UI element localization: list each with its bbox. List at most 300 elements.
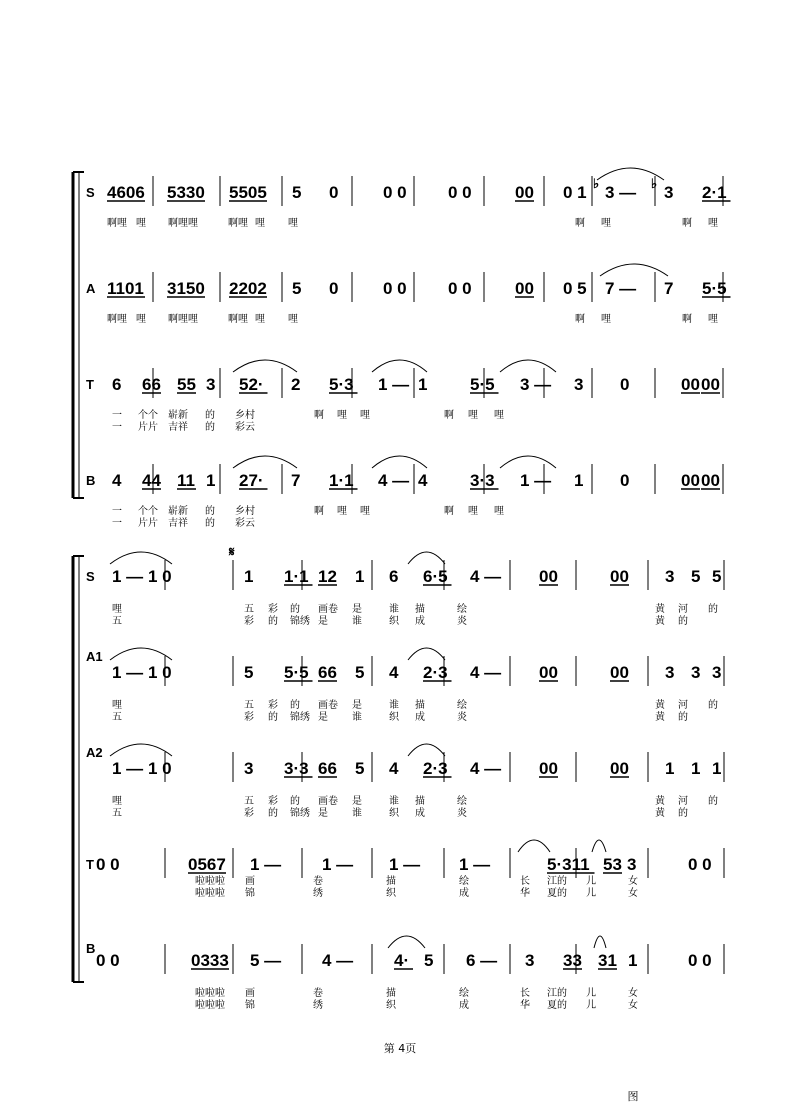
slur bbox=[500, 360, 556, 372]
lyric-word: 哩 bbox=[494, 506, 504, 517]
note: 5·5 bbox=[470, 375, 495, 394]
note: 52· bbox=[239, 375, 264, 394]
lyric-word: 谁 bbox=[352, 712, 362, 723]
lyric-word: 谁 bbox=[389, 796, 399, 807]
note: 0 0 bbox=[383, 279, 407, 298]
lyric-word: 乡村 bbox=[235, 410, 255, 421]
lyric-word: 彩 bbox=[268, 700, 278, 711]
lyric-word: 的 bbox=[205, 518, 215, 529]
part-label: A2 bbox=[86, 745, 103, 760]
lyric-word: 的 bbox=[708, 796, 718, 807]
note: 7 bbox=[291, 471, 301, 490]
lyric-word: 女 bbox=[628, 876, 638, 887]
lyric-word: 是 bbox=[318, 712, 328, 723]
lyric-word: 河 bbox=[678, 700, 688, 711]
slur bbox=[110, 648, 172, 660]
note: 1 bbox=[712, 759, 722, 778]
lyric-word: 锦 bbox=[245, 1000, 255, 1011]
lyric-word: 的 bbox=[268, 808, 278, 819]
note: 0 bbox=[620, 471, 630, 490]
slur bbox=[388, 936, 425, 948]
lyric-word: 啊 bbox=[444, 410, 454, 421]
lyric-word: 江的 bbox=[547, 876, 567, 887]
note: 3 bbox=[244, 759, 254, 778]
slur bbox=[408, 552, 445, 564]
lyric-word: 啦啦啦 bbox=[195, 888, 225, 899]
note: 1·1 bbox=[284, 567, 309, 586]
staff-b bbox=[86, 941, 712, 1011]
note: 0 0 bbox=[688, 855, 712, 874]
note: 0567 bbox=[188, 855, 226, 874]
lyric-word: 炎 bbox=[457, 712, 467, 723]
lyric-word: 啊哩哩 bbox=[168, 218, 198, 229]
note: 6 bbox=[389, 567, 399, 586]
note: 12 bbox=[318, 567, 337, 586]
note: 1 — bbox=[112, 567, 144, 586]
staff-t bbox=[86, 375, 720, 433]
lyric-word: 成 bbox=[459, 1000, 469, 1011]
segno-sign: 𝄋 bbox=[229, 544, 235, 559]
lyric-word: 啊哩 bbox=[107, 218, 127, 229]
lyric-word: 一 bbox=[112, 518, 122, 529]
note: 1 0 bbox=[148, 567, 172, 586]
lyric-word: 彩 bbox=[268, 796, 278, 807]
lyric-word: 华 bbox=[520, 1000, 530, 1011]
lyric-word: 彩 bbox=[244, 712, 254, 723]
lyric-word: 哩 bbox=[337, 410, 347, 421]
note: 66 bbox=[318, 663, 337, 682]
lyric-word: 织 bbox=[389, 808, 399, 819]
lyric-word: 哩 bbox=[708, 314, 718, 325]
slur bbox=[233, 456, 297, 468]
note: 6·5 bbox=[423, 567, 448, 586]
note: 3 bbox=[206, 375, 216, 394]
note: 5505 bbox=[229, 183, 267, 202]
note: 00 bbox=[681, 471, 700, 490]
lyric-word: 卷 bbox=[313, 876, 323, 887]
slur bbox=[110, 744, 172, 756]
lyric-word: 谁 bbox=[389, 700, 399, 711]
note: 0 1 bbox=[563, 183, 587, 202]
lyric-word: 炎 bbox=[457, 808, 467, 819]
note: 1 — bbox=[250, 855, 282, 874]
staff-t bbox=[86, 855, 712, 899]
lyric-word: 的 bbox=[290, 700, 300, 711]
note: 3 bbox=[574, 375, 584, 394]
note: 44 bbox=[142, 471, 161, 490]
lyric-word: 河 bbox=[678, 796, 688, 807]
note: 1 bbox=[628, 951, 638, 970]
lyric-word: 织 bbox=[386, 888, 396, 899]
lyric-word: 的 bbox=[678, 616, 688, 627]
lyric-word: 谁 bbox=[389, 604, 399, 615]
note: 00 bbox=[681, 375, 700, 394]
note: 7 bbox=[664, 279, 674, 298]
lyric-word: 哩 bbox=[112, 796, 122, 807]
lyric-word: 的 bbox=[205, 410, 215, 421]
note: 4 — bbox=[470, 567, 502, 586]
note: 1101 bbox=[107, 279, 144, 298]
note: 1 bbox=[574, 471, 584, 490]
note: 3 bbox=[665, 567, 675, 586]
note: 0 0 bbox=[448, 279, 472, 298]
lyric-word: 的 bbox=[290, 796, 300, 807]
lyric-word: 哩 bbox=[708, 218, 718, 229]
staff-s bbox=[86, 567, 721, 627]
note: 7 — bbox=[605, 279, 637, 298]
lyric-word: 画 bbox=[245, 988, 255, 999]
note: 3 — bbox=[605, 183, 637, 202]
lyric-word: 五 bbox=[112, 712, 122, 723]
note: 4606 bbox=[107, 183, 145, 202]
lyric-word: 哩 bbox=[288, 314, 298, 325]
lyric-word: 华 bbox=[520, 888, 530, 899]
staff-a bbox=[86, 279, 731, 325]
note: 5·5 bbox=[702, 279, 727, 298]
staff-s bbox=[86, 176, 731, 229]
note: 4 — bbox=[378, 471, 410, 490]
note: 00 bbox=[610, 759, 629, 778]
note: 33 bbox=[563, 951, 582, 970]
lyric-word: 女 bbox=[628, 988, 638, 999]
note: 5 bbox=[292, 183, 302, 202]
note: 0 5 bbox=[563, 279, 587, 298]
lyric-word: 啊 bbox=[444, 506, 454, 517]
lyric-word: 哩 bbox=[601, 218, 611, 229]
lyric-word: 的 bbox=[678, 808, 688, 819]
part-label: B bbox=[86, 941, 96, 956]
lyric-word: 绘 bbox=[459, 876, 469, 887]
lyric-word: 吉祥 bbox=[168, 422, 188, 433]
lyric-word: 哩 bbox=[112, 700, 122, 711]
lyric-word: 片片 bbox=[138, 518, 158, 529]
lyric-word: 的 bbox=[678, 712, 688, 723]
note: 4 — bbox=[470, 663, 502, 682]
lyric-word: 画卷 bbox=[318, 604, 338, 615]
lyric-word: 卷 bbox=[313, 988, 323, 999]
lyric-word: 锦绣 bbox=[290, 712, 310, 723]
note: 00 bbox=[701, 471, 720, 490]
lyric-word: 崭新 bbox=[168, 506, 188, 517]
lyric-word: 儿 bbox=[586, 1000, 596, 1011]
slur bbox=[372, 456, 427, 468]
lyric-word: 描 bbox=[415, 700, 425, 711]
note: 5 bbox=[355, 663, 365, 682]
lyric-word: 彩 bbox=[268, 604, 278, 615]
note: 3 bbox=[525, 951, 535, 970]
lyric-word: 彩云 bbox=[235, 422, 255, 433]
lyric-word: 啊 bbox=[314, 506, 324, 517]
note: 1 — bbox=[112, 663, 144, 682]
lyric-word: 哩 bbox=[136, 218, 146, 229]
lyric-word: 啊 bbox=[575, 218, 585, 229]
note: 1 bbox=[206, 471, 216, 490]
lyric-word: 绣 bbox=[313, 1000, 323, 1011]
lyric-word: 哩 bbox=[112, 604, 122, 615]
note: 1 0 bbox=[148, 663, 172, 682]
lyric-word: 夏的 bbox=[547, 888, 567, 899]
lyric-word: 彩云 bbox=[235, 518, 255, 529]
slur bbox=[594, 936, 606, 948]
note: 2·3 bbox=[423, 663, 448, 682]
corner-mark: 图 bbox=[627, 1090, 639, 1103]
lyric-word: 五 bbox=[112, 808, 122, 819]
lyric-word: 描 bbox=[415, 796, 425, 807]
lyric-word: 描 bbox=[386, 988, 396, 999]
lyric-word: 五 bbox=[112, 616, 122, 627]
note: 1 bbox=[418, 375, 428, 394]
note: 1 — bbox=[389, 855, 421, 874]
lyric-word: 哩 bbox=[494, 410, 504, 421]
lyric-word: 哩 bbox=[360, 410, 370, 421]
lyric-word: 河 bbox=[678, 604, 688, 615]
lyric-word: 一 bbox=[112, 410, 122, 421]
note: 66 bbox=[142, 375, 161, 394]
slur bbox=[592, 840, 606, 852]
note: 00 bbox=[539, 663, 558, 682]
note: 3·3 bbox=[470, 471, 495, 490]
slur bbox=[233, 360, 297, 372]
note: 11 bbox=[177, 471, 195, 490]
lyric-word: 成 bbox=[415, 712, 425, 723]
note: 4 — bbox=[322, 951, 354, 970]
note: 27· bbox=[239, 471, 264, 490]
lyric-word: 黄 bbox=[655, 808, 665, 819]
part-label: A1 bbox=[86, 649, 103, 664]
note: 53 bbox=[603, 855, 622, 874]
staff-b bbox=[86, 471, 720, 529]
lyric-word: 啦啦啦 bbox=[195, 876, 225, 887]
slur bbox=[372, 360, 427, 372]
lyric-word: 江的 bbox=[547, 988, 567, 999]
lyric-word: 锦 bbox=[245, 888, 255, 899]
lyric-word: 是 bbox=[352, 700, 362, 711]
lyric-word: 哩 bbox=[136, 314, 146, 325]
lyric-word: 女 bbox=[628, 888, 638, 899]
page-footer: 第 4页 bbox=[383, 1042, 417, 1055]
slur bbox=[408, 744, 445, 756]
lyric-word: 描 bbox=[415, 604, 425, 615]
note: 00 bbox=[539, 567, 558, 586]
note: 1 bbox=[355, 567, 365, 586]
lyric-word: 长 bbox=[520, 988, 530, 999]
part-label: S bbox=[86, 569, 95, 584]
lyric-word: 啊 bbox=[314, 410, 324, 421]
note: 2202 bbox=[229, 279, 267, 298]
lyric-word: 织 bbox=[386, 1000, 396, 1011]
part-label: T bbox=[86, 857, 94, 872]
lyric-word: 夏的 bbox=[547, 1000, 567, 1011]
note: 4 bbox=[112, 471, 122, 490]
lyric-word: 长 bbox=[520, 876, 530, 887]
lyric-word: 哩 bbox=[255, 314, 265, 325]
note: 0 bbox=[329, 279, 339, 298]
note: 0 0 bbox=[96, 855, 120, 874]
note: 5·5 bbox=[284, 663, 309, 682]
note: 0 0 bbox=[688, 951, 712, 970]
note: 2·3 bbox=[423, 759, 448, 778]
note: 1 — bbox=[322, 855, 354, 874]
lyric-word: 的 bbox=[708, 604, 718, 615]
lyric-word: 画卷 bbox=[318, 796, 338, 807]
lyric-word: 织 bbox=[389, 616, 399, 627]
note: 1 — bbox=[378, 375, 410, 394]
lyric-word: 儿 bbox=[586, 888, 596, 899]
lyric-word: 彩 bbox=[244, 808, 254, 819]
lyric-word: 锦绣 bbox=[290, 808, 310, 819]
lyric-word: 黄 bbox=[655, 604, 665, 615]
note: 6 — bbox=[466, 951, 498, 970]
note: 0 0 bbox=[448, 183, 472, 202]
flat-sign: ♭ bbox=[593, 176, 600, 191]
lyric-word: 的 bbox=[290, 604, 300, 615]
slur bbox=[110, 552, 172, 564]
lyric-word: 啊哩 bbox=[107, 314, 127, 325]
note: 1 — bbox=[112, 759, 144, 778]
note: 2 bbox=[291, 375, 301, 394]
lyric-word: 片片 bbox=[138, 422, 158, 433]
lyric-word: 崭新 bbox=[168, 410, 188, 421]
part-label: T bbox=[86, 377, 94, 392]
staff-a1 bbox=[86, 649, 721, 723]
note: 3 bbox=[712, 663, 722, 682]
note: 5·3 bbox=[329, 375, 354, 394]
note: 5 bbox=[244, 663, 254, 682]
note: 1 — bbox=[520, 471, 552, 490]
lyric-word: 是 bbox=[352, 604, 362, 615]
lyric-word: 是 bbox=[352, 796, 362, 807]
lyric-word: 啊 bbox=[682, 314, 692, 325]
note: 6 bbox=[112, 375, 122, 394]
lyric-word: 谁 bbox=[352, 808, 362, 819]
lyric-word: 乡村 bbox=[235, 506, 255, 517]
lyric-word: 的 bbox=[268, 712, 278, 723]
note: 0 bbox=[329, 183, 339, 202]
lyric-word: 织 bbox=[389, 712, 399, 723]
note: 0 0 bbox=[383, 183, 407, 202]
staff-a2 bbox=[86, 745, 721, 819]
lyric-word: 的 bbox=[205, 506, 215, 517]
note: 0333 bbox=[191, 951, 229, 970]
note: 3 bbox=[627, 855, 637, 874]
lyric-word: 啦啦啦 bbox=[195, 988, 225, 999]
note: 1 bbox=[691, 759, 701, 778]
lyric-word: 黄 bbox=[655, 712, 665, 723]
note: 4 — bbox=[470, 759, 502, 778]
note: 0 bbox=[620, 375, 630, 394]
note: 3 bbox=[691, 663, 701, 682]
note: 5 bbox=[712, 567, 722, 586]
lyric-word: 哩 bbox=[255, 218, 265, 229]
note: 2·1 bbox=[702, 183, 727, 202]
slur bbox=[408, 648, 445, 660]
note: 3 — bbox=[520, 375, 552, 394]
lyric-word: 哩 bbox=[360, 506, 370, 517]
note: 00 bbox=[701, 375, 720, 394]
lyric-word: 的 bbox=[205, 422, 215, 433]
lyric-word: 谁 bbox=[352, 616, 362, 627]
lyric-word: 绘 bbox=[459, 988, 469, 999]
note: 4· bbox=[394, 951, 410, 970]
note: 5 bbox=[292, 279, 302, 298]
note: 1 bbox=[665, 759, 675, 778]
note: 5 bbox=[691, 567, 701, 586]
slur bbox=[600, 264, 668, 276]
note: 4 bbox=[418, 471, 428, 490]
note: 5 — bbox=[250, 951, 282, 970]
lyric-word: 画 bbox=[245, 876, 255, 887]
lyric-word: 黄 bbox=[655, 796, 665, 807]
note: 66 bbox=[318, 759, 337, 778]
lyric-word: 成 bbox=[459, 888, 469, 899]
lyric-word: 绘 bbox=[457, 700, 467, 711]
note: 00 bbox=[515, 279, 534, 298]
lyric-word: 哩 bbox=[601, 314, 611, 325]
part-label: A bbox=[86, 281, 96, 296]
lyric-word: 的 bbox=[708, 700, 718, 711]
lyric-word: 锦绣 bbox=[290, 616, 310, 627]
lyric-word: 绣 bbox=[313, 888, 323, 899]
note: 5 bbox=[424, 951, 434, 970]
lyric-word: 黄 bbox=[655, 616, 665, 627]
lyric-word: 五 bbox=[244, 796, 254, 807]
lyric-word: 吉祥 bbox=[168, 518, 188, 529]
lyric-word: 儿 bbox=[586, 876, 596, 887]
lyric-word: 绘 bbox=[457, 796, 467, 807]
note: 0 0 bbox=[96, 951, 120, 970]
lyric-word: 个个 bbox=[138, 410, 158, 421]
note: 1 bbox=[244, 567, 254, 586]
slur bbox=[500, 456, 556, 468]
lyric-word: 哩 bbox=[468, 506, 478, 517]
note: 1 — bbox=[459, 855, 491, 874]
lyric-word: 画卷 bbox=[318, 700, 338, 711]
lyric-word: 儿 bbox=[586, 988, 596, 999]
note: 00 bbox=[539, 759, 558, 778]
lyric-word: 女 bbox=[628, 1000, 638, 1011]
lyric-word: 成 bbox=[415, 616, 425, 627]
note: 55 bbox=[177, 375, 196, 394]
note: 3·3 bbox=[284, 759, 309, 778]
flat-sign: ♭ bbox=[651, 176, 658, 191]
note: 00 bbox=[610, 663, 629, 682]
note: 3150 bbox=[167, 279, 205, 298]
lyric-word: 的 bbox=[268, 616, 278, 627]
score-layer bbox=[73, 168, 731, 1011]
lyric-word: 黄 bbox=[655, 700, 665, 711]
lyric-word: 啊哩 bbox=[228, 218, 248, 229]
note: 3 bbox=[664, 183, 674, 202]
note: 5330 bbox=[167, 183, 205, 202]
lyric-word: 成 bbox=[415, 808, 425, 819]
lyric-word: 个个 bbox=[138, 506, 158, 517]
note: 4 bbox=[389, 759, 399, 778]
lyric-word: 啊哩哩 bbox=[168, 314, 198, 325]
lyric-word: 彩 bbox=[244, 616, 254, 627]
note: 1 0 bbox=[148, 759, 172, 778]
lyric-word: 炎 bbox=[457, 616, 467, 627]
note: 3 bbox=[665, 663, 675, 682]
lyric-word: 一 bbox=[112, 506, 122, 517]
lyric-word: 哩 bbox=[288, 218, 298, 229]
slur bbox=[518, 840, 550, 852]
note: 00 bbox=[515, 183, 534, 202]
note: 00 bbox=[610, 567, 629, 586]
lyric-word: 一 bbox=[112, 422, 122, 433]
lyric-word: 啊 bbox=[575, 314, 585, 325]
lyric-word: 啊 bbox=[682, 218, 692, 229]
lyric-word: 描 bbox=[386, 876, 396, 887]
